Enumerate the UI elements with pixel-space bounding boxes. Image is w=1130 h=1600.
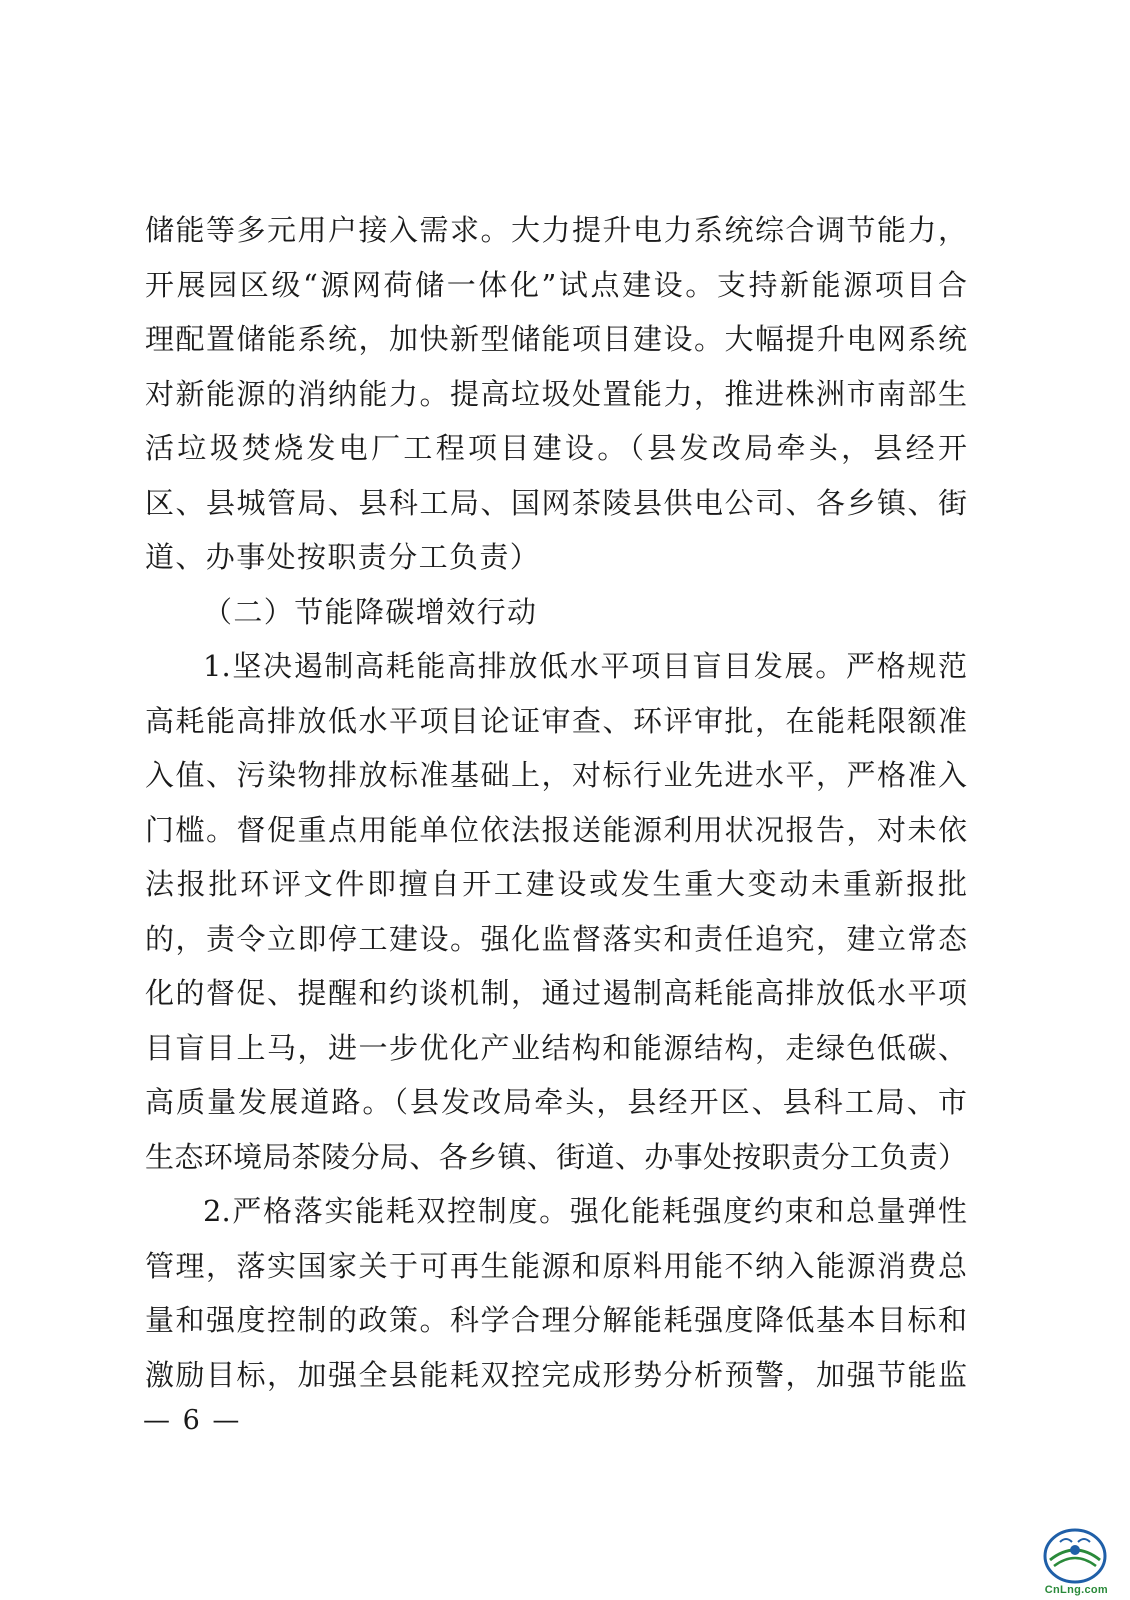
text-line: 区、县城管局、县科工局、国网茶陵县供电公司、各乡镇、街	[145, 485, 967, 520]
text-line: 生态环境局茶陵分局、各乡镇、街道、办事处按职责分工负责）	[145, 1139, 967, 1174]
text-line: 目盲目上马，进一步优化产业结构和能源结构，走绿色低碳、	[145, 1030, 967, 1065]
text-line: 开展园区级“源网荷储一体化”试点建设。支持新能源项目合	[145, 267, 967, 302]
text-line: 入值、污染物排放标准基础上，对标行业先进水平，严格准入	[145, 758, 967, 792]
text-line: 2.严格落实能耗双控制度。强化能耗强度约束和总量弹性	[203, 1194, 967, 1228]
text-line: 法报批环评文件即擅自开工建设或发生重大变动未重新报批	[145, 867, 967, 901]
text-line: 道、办事处按职责分工负责）	[145, 540, 541, 574]
body-text	[145, 203, 967, 1402]
text-line: 的，责令立即停工建设。强化监督落实和责任追究，建立常态	[145, 921, 967, 956]
text-line: 门槛。督促重点用能单位依法报送能源利用状况报告，对未依	[145, 812, 967, 847]
text-line: 活垃圾焚烧发电厂工程项目建设。（县发改局牵头，县经开	[145, 431, 967, 465]
text-line: 化的督促、提醒和约谈机制，通过遏制高耗能高排放低水平项	[145, 976, 967, 1010]
text-line: 储能等多元用户接入需求。大力提升电力系统综合调节能力，	[145, 213, 967, 247]
text-line: 高耗能高排放低水平项目论证审查、环评审批，在能耗限额准	[145, 703, 967, 738]
text-line: 高质量发展道路。（县发改局牵头，县经开区、县科工局、市	[145, 1085, 967, 1119]
text-line: 激励目标，加强全县能耗双控完成形势分析预警，加强节能监	[145, 1357, 967, 1392]
section-heading: （二）节能降碳增效行动	[203, 594, 538, 629]
lng-logo-icon	[1040, 1526, 1110, 1586]
text-line: 对新能源的消纳能力。提高垃圾处置能力，推进株洲市南部生	[145, 376, 967, 411]
watermark-text: CnLng.com	[1044, 1584, 1108, 1596]
text-line: 理配置储能系统，加快新型储能项目建设。大幅提升电网系统	[145, 322, 967, 356]
text-line: 管理，落实国家关于可再生能源和原料用能不纳入能源消费总	[145, 1248, 967, 1283]
text-line: 1.坚决遏制高耗能高排放低水平项目盲目发展。严格规范	[203, 649, 967, 683]
text-line: 量和强度控制的政策。科学合理分解能耗强度降低基本目标和	[145, 1303, 967, 1337]
page-number: — 6 —	[143, 1405, 242, 1436]
